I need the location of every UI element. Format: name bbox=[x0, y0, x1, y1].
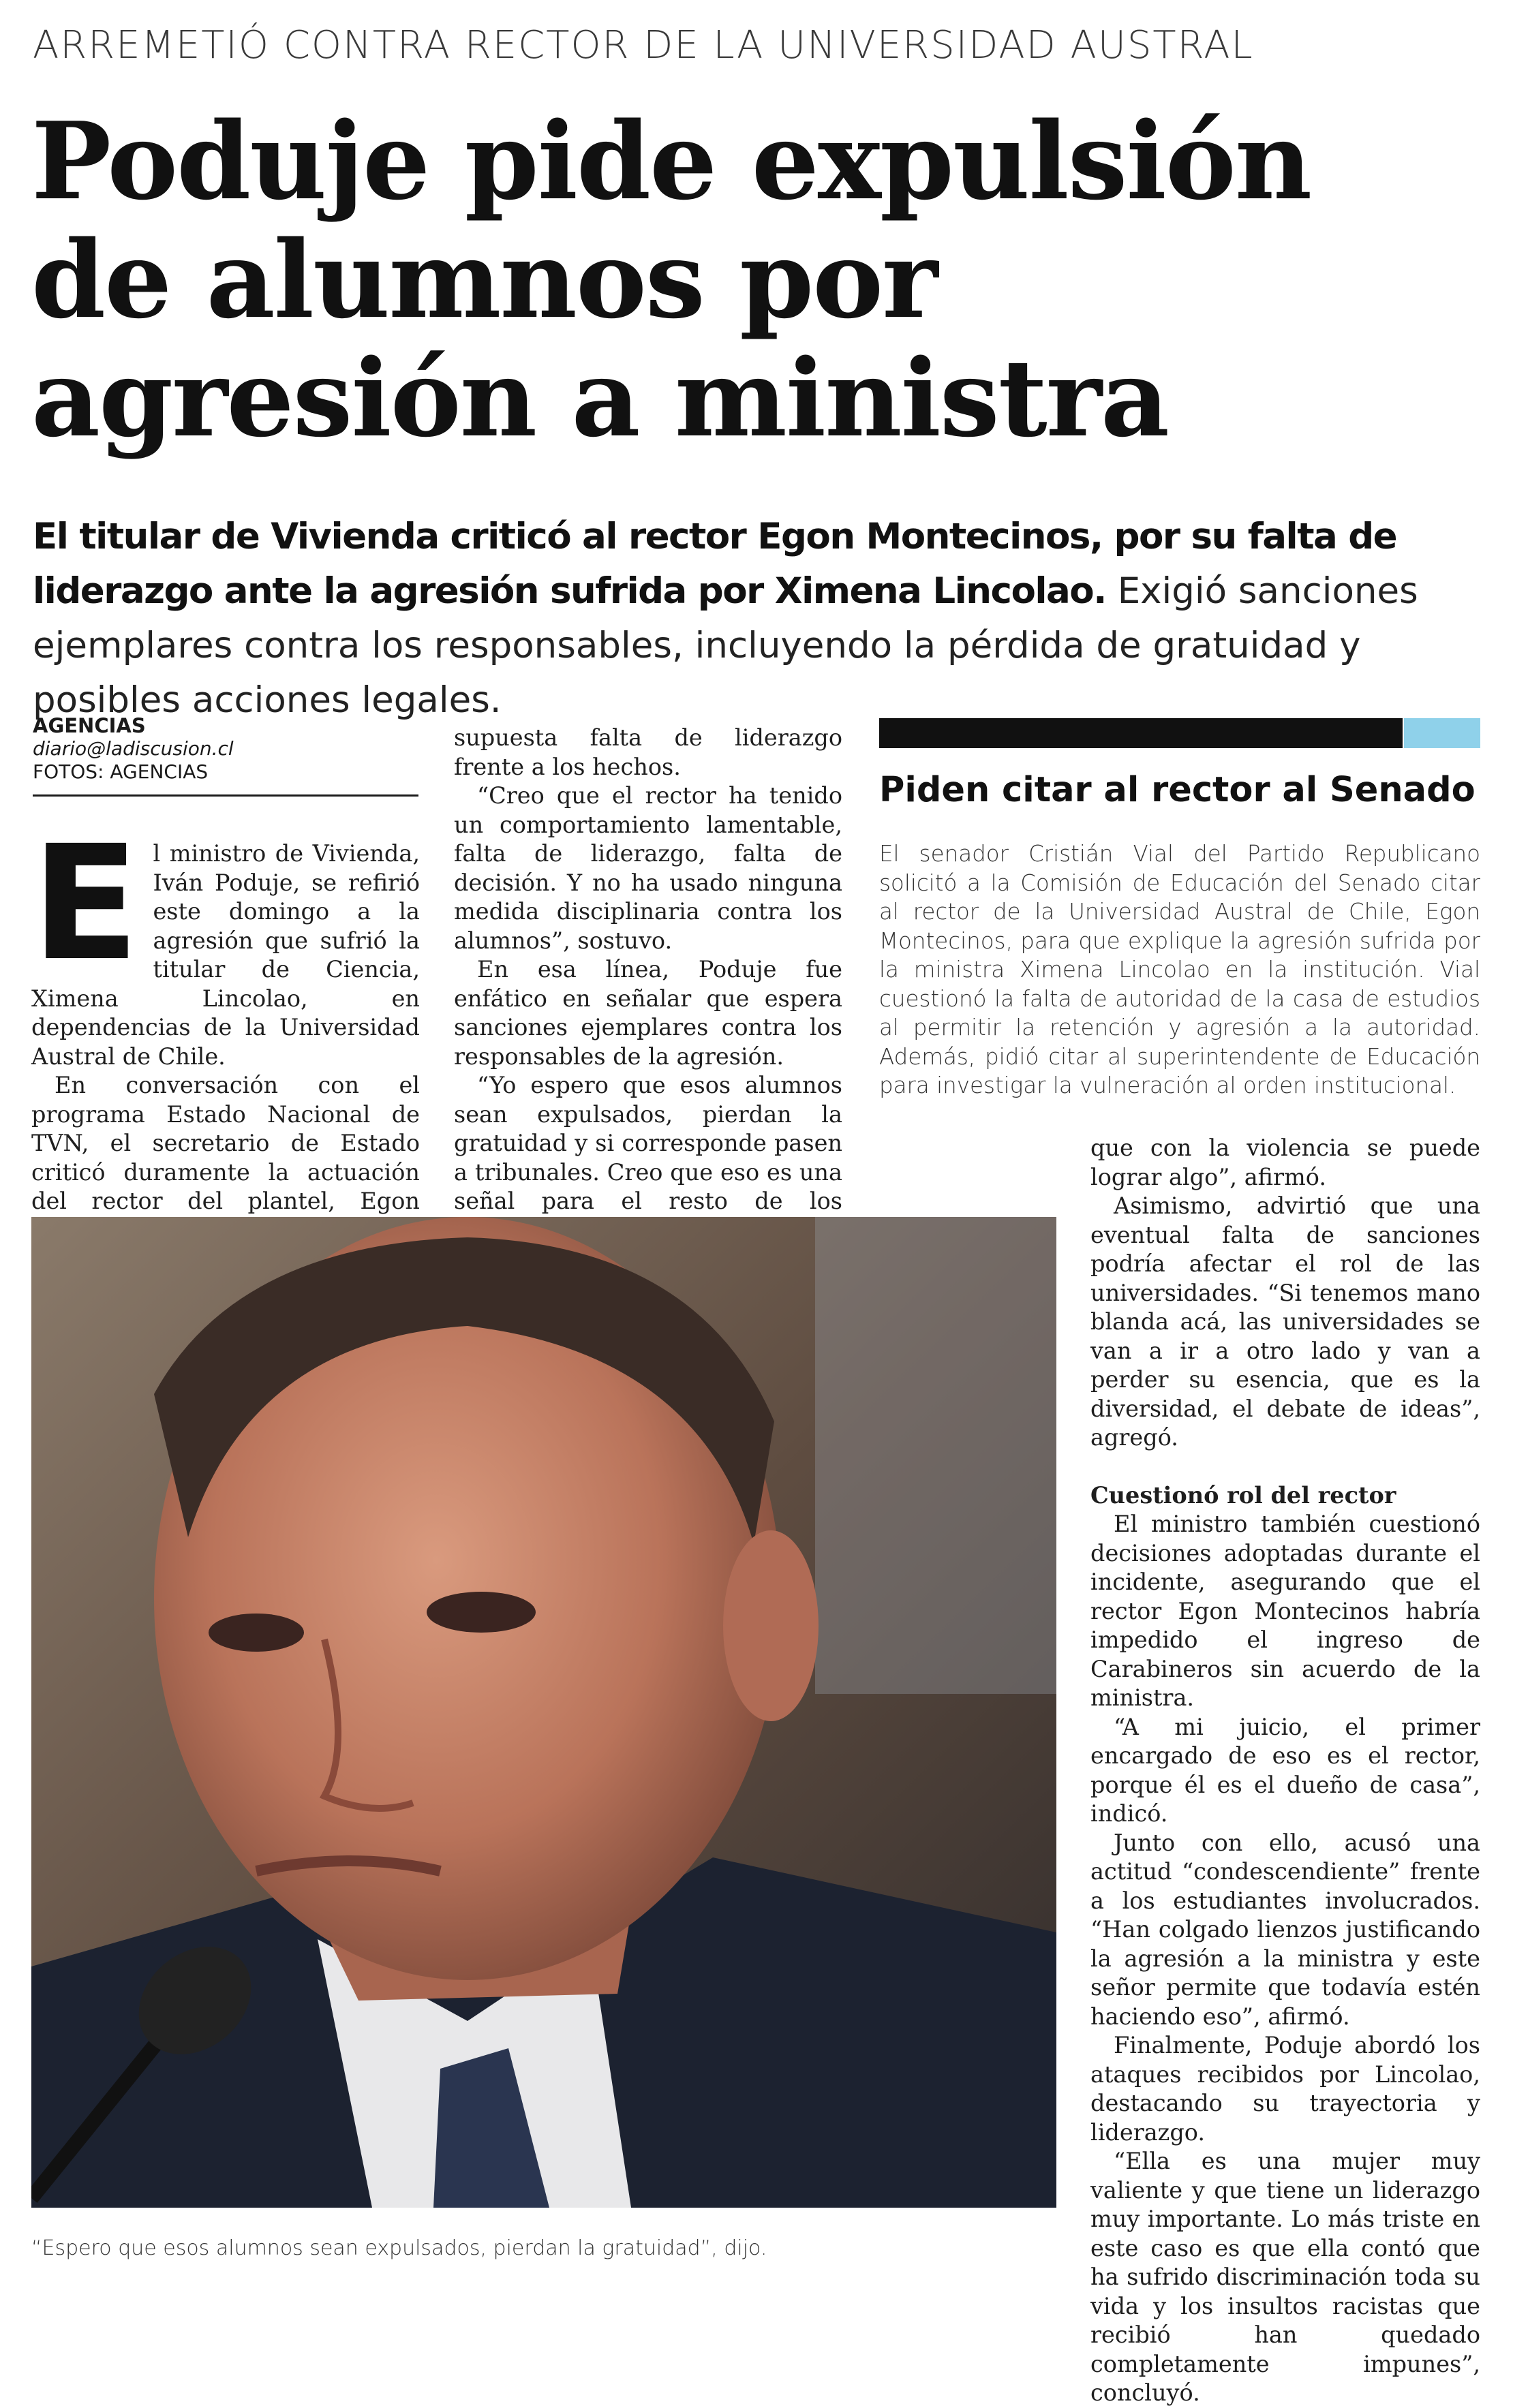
sidebar-title: Piden citar al rector al Senado bbox=[879, 770, 1476, 810]
paragraph: “Ella es una mujer muy valiente y que tiene un liderazgo muy importante. Lo más triste en este caso es que ella contó que ha sufrido discriminación toda su vida y los insultos racistas que recibió han quedado completamente impunes”, concluyó. bbox=[1090, 2148, 1480, 2406]
dropcap: E bbox=[31, 812, 140, 995]
photo-caption: “Espero que esos alumnos sean expulsados, pierdan la gratuidad”, dijo. bbox=[31, 2236, 767, 2260]
sidebar-bar-accent bbox=[1404, 718, 1480, 748]
article-column-2 bbox=[454, 724, 842, 1245]
paragraph: que con la violencia se puede lograr algo”, afirmó. bbox=[1090, 1134, 1480, 1190]
byline-email: diario@ladiscusion.cl bbox=[33, 737, 234, 760]
headline-line-2: de alumnos por bbox=[31, 217, 937, 342]
headline-line-3: agresión a ministra bbox=[31, 336, 1169, 461]
portrait-illustration bbox=[31, 1217, 1056, 2208]
deck-regular: Exigió sanciones ejemplares contra los responsables, incluyendo la pérdida de gratuidad y posibles acciones legales. bbox=[33, 570, 1418, 721]
article-column-1 bbox=[31, 812, 420, 1245]
headline-line-1: Poduje pide expulsión bbox=[31, 99, 1311, 223]
paragraph: “A mi juicio, el primer encargado de eso es el rector, porque él es el dueño de casa”, indicó. bbox=[1090, 1713, 1480, 1827]
article-column-3 bbox=[1090, 1134, 1480, 2408]
portrait-photo bbox=[31, 1217, 1056, 2208]
paragraph: supuesta falta de liderazgo frente a los hechos. bbox=[454, 724, 842, 780]
byline-photo-credit: FOTOS: AGENCIAS bbox=[33, 760, 209, 783]
subhead: Cuestionó rol del rector bbox=[1090, 1481, 1396, 1509]
paragraph: En conversación con el programa Estado Nacional de TVN, el secretario de Estado criticó duramente la actuación del rector del plantel, Egon bbox=[31, 1072, 420, 1214]
paragraph: El ministro también cuestionó decisiones adoptadas durante el incidente, asegurando que el rector Egon Montecinos habría impedido el ingreso de Carabineros sin acuerdo de la ministra. bbox=[1090, 1511, 1480, 1711]
paragraph: Finalmente, Poduje abordó los ataques recibidos por Lincolao, destacando su trayectoria y liderazgo. bbox=[1090, 2032, 1480, 2146]
byline bbox=[33, 714, 418, 797]
deck bbox=[33, 510, 1478, 728]
deck-bold: El titular de Vivienda criticó al rector Egon Montecinos, por su falta de liderazgo ante la agresión sufrida por Ximena Lincolao. bbox=[33, 516, 1397, 612]
headline bbox=[31, 99, 1483, 461]
paragraph: l ministro de Vivienda, Iván Poduje, se refirió este domingo a la agresión que sufrió la titular de Ciencia, Ximena Lincolao, en dependencias de la Universidad Austral de Chile. bbox=[31, 840, 420, 1070]
paragraph: En esa línea, Poduje fue enfático en señalar que espera sanciones ejemplares contra los responsables de la agresión. bbox=[454, 956, 842, 1070]
byline-rule bbox=[33, 794, 418, 797]
paragraph: Asimismo, advirtió que una eventual falta de sanciones podría afectar el rol de las universidades. “Si tenemos mano blanda acá, las universidades se van a ir a otro lado y van a perder su esencia, que es la diversidad, el debate de ideas”, agregó. bbox=[1090, 1192, 1480, 1451]
paragraph: “Yo espero que esos alumnos sean expulsados, pierdan la gratuidad y si corresponde pasen a tribunales. Creo que eso es una señal para el resto de los bbox=[454, 1072, 842, 1214]
byline-agency: AGENCIAS bbox=[33, 714, 146, 737]
kicker: ARREMETIÓ CONTRA RECTOR DE LA UNIVERSIDAD AUSTRAL bbox=[33, 23, 1254, 67]
sidebar-bar-dark bbox=[879, 718, 1403, 748]
paragraph: Junto con ello, acusó una actitud “condescendiente” frente a los estudiantes involucrados. “Han colgado lienzos justificando la agresión a la ministra y este señor permite que todavía estén haciendo eso”, afirmó. bbox=[1090, 1829, 1480, 2030]
paragraph: “Creo que el rector ha tenido un comportamiento lamentable, falta de liderazgo, falta de decisión. Y no ha usado ninguna medida disciplinaria contra los alumnos”, sostuvo. bbox=[454, 782, 842, 954]
sidebar-body: El senador Cristián Vial del Partido Republicano solicitó a la Comisión de Educación del Senado citar al rector de la Universidad Austral de Chile, Egon Montecinos, para que explique la agresión sufrida por la ministra Ximena Lincolao en la institución. Vial cuestionó la falta de autoridad de la casa de estudios al permitir la retención y agresión a la autoridad. Además, pidió citar al superintendente de Educación para investigar la vulneración al orden institucional. bbox=[879, 841, 1480, 1098]
